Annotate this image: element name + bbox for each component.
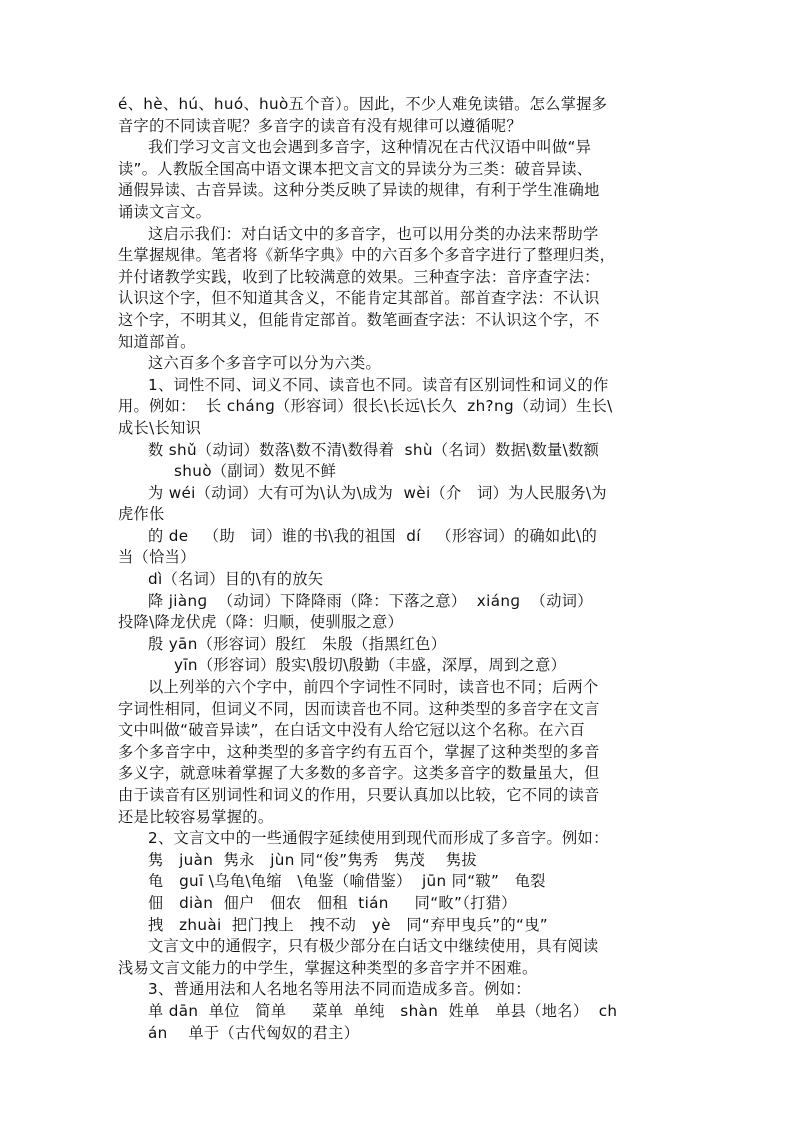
example-line: án 单于（古代匈奴的君主） bbox=[148, 1023, 360, 1042]
text-line: 这个字，不明其义，但能肯定部首。数笔画查字法：不认识这个字，不 bbox=[118, 310, 600, 329]
example-line: 龟 guī \乌龟\龟缩 \龟鉴（喻借鉴） jūn 同“皲” 龟裂 bbox=[148, 872, 546, 891]
section-heading: 2、文言文中的一些通假字延续使用到现代而形成了多音字。例如： bbox=[148, 829, 609, 848]
text-line: 还是比较容易掌握的。 bbox=[118, 807, 274, 826]
text-line: 投降\降龙伏虎（降：归顺，使驯服之意） bbox=[118, 613, 404, 632]
paragraph-start: 文言文中的通假字，只有极少部分在白话文中继续使用，具有阅读 bbox=[148, 937, 599, 956]
text-line: 由于读音有区别词性和词义的作用，只要认真加以比较，它不同的读音 bbox=[118, 786, 600, 804]
paragraph-start: 这六百多个多音字可以分为六类。 bbox=[148, 354, 382, 373]
text-line: 多个多音字中，这种类型的多音字约有五百个，掌握了这种类型的多音 bbox=[118, 742, 600, 761]
text-line: 通假异读、古音异读。这种分类反映了异读的规律，有利于学生准确地 bbox=[118, 181, 600, 200]
text-line: 用。例如： 长 chánɡ（形容词）很长\长远\长久 zh?ng（动词）生长\ bbox=[118, 397, 613, 416]
text-line: 知道部首。 bbox=[118, 332, 196, 351]
example-line: 殷 yān（形容词）殷红 朱殷（指黑红色） bbox=[148, 634, 447, 653]
example-line: shuò（副词）数见不鲜 bbox=[174, 462, 337, 481]
section-heading: 1、词性不同、词义不同、读音也不同。读音有区别词性和词义的作 bbox=[148, 375, 609, 394]
text-line: 读”。人教版全国高中语文课本把文言文的异读分为三类：破音异读、 bbox=[118, 159, 593, 178]
text-line: 成长\长知识 bbox=[118, 418, 202, 437]
text-line: 诵读文言文。 bbox=[118, 202, 212, 221]
example-line: dì（名词）目的\有的放矢 bbox=[148, 570, 324, 589]
example-line: 降 jiànɡ （动词）下降降雨（降：下落之意） xiánɡ （动词） bbox=[148, 591, 593, 610]
text-line: é、hè、hú、huó、huò五个音）。因此，不少人难免读错。怎么掌握多 bbox=[118, 95, 608, 113]
example-line: 隽 juàn 隽永 jùn 同“俊”隽秀 隽茂 隽拔 bbox=[148, 850, 477, 869]
example-line: 为 wéi（动词）大有可为\认为\成为 wèi（介 词）为人民服务\为 bbox=[148, 483, 607, 502]
paragraph-start: 以上列举的六个字中，前四个字词性不同时，读音也不同；后两个 bbox=[148, 678, 599, 697]
text-line: 虎作伥 bbox=[118, 505, 165, 524]
text-line: 浅易文言文能力的中学生，掌握这种类型的多音字并不困难。 bbox=[118, 958, 538, 977]
text-line: 字词性相同，但词义不同，因而读音也不同。这种类型的多音字在文言 bbox=[118, 699, 600, 718]
example-line: 拽 zhuài 把门拽上 拽不动 yè 同“弃甲曳兵”的“曳” bbox=[148, 915, 548, 934]
text-line: 认识这个字，但不知道其含义，不能肯定其部首。部首查字法：不认识 bbox=[118, 289, 600, 308]
example-line: 数 shǔ（动词）数落\数不清\数得着 shù（名词）数据\数量\数额 bbox=[148, 440, 600, 459]
text-line: 多义字，就意味着掌握了大多数的多音字。这类多音字的数量虽大，但 bbox=[118, 764, 600, 783]
text-line: 并付诸教学实践，收到了比较满意的效果。三种查字法：音序查字法： bbox=[118, 267, 600, 286]
section-heading: 3、普通用法和人名地名等用法不同而造成多音。例如： bbox=[148, 980, 531, 999]
paragraph-start: 我们学习文言文也会遇到多音字，这种情况在古代汉语中叫做“异 bbox=[148, 138, 592, 157]
example-line: yīn（形容词）殷实\殷切\殷勤（丰盛，深厚，周到之意） bbox=[174, 656, 567, 675]
document-body bbox=[118, 94, 692, 1044]
example-line: 佃 diàn 佃户 佃农 佃租 tián 同“畋”（打猎） bbox=[148, 893, 517, 912]
text-line: 当（恰当） bbox=[118, 548, 196, 567]
text-line: 生掌握规律。笔者将《新华字典》中的六百多个多音字进行了整理归类， bbox=[118, 246, 616, 265]
text-line: 文中叫做“破音异读”，在白话文中没有人给它冠以这个名称。在六百 bbox=[118, 721, 586, 740]
paragraph-start: 这启示我们：对白话文中的多音字，也可以用分类的办法来帮助学 bbox=[148, 224, 599, 243]
example-line: 的 de （助 词）谁的书\我的祖国 dí （形容词）的确如此\的 bbox=[148, 526, 598, 545]
text-line: 音字的不同读音呢？多音字的读音有没有规律可以遵循呢？ bbox=[118, 116, 522, 135]
example-line: 单 dān 单位 简单 菜单 单纯 shàn 姓单 单县（地名） ch bbox=[148, 1001, 618, 1020]
